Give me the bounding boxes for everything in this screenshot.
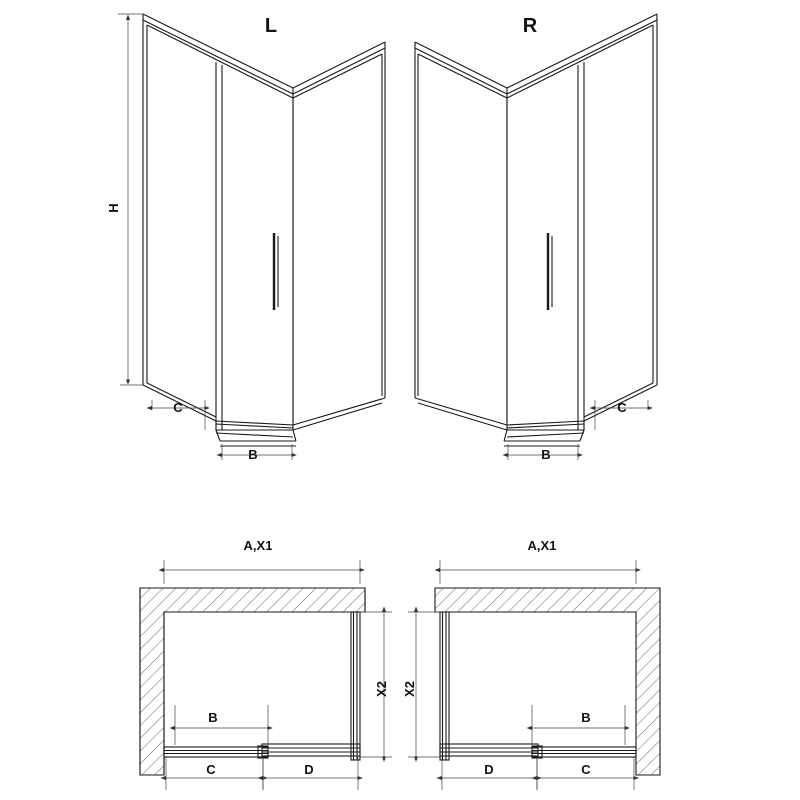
dimension-label-a-x1-plan-left: A,X1 (243, 538, 273, 553)
dimension-label-b-right-elev: B (541, 447, 551, 462)
dimension-label-c-right-elev: C (617, 400, 627, 415)
dimension-label-a-x1-plan-right: A,X1 (527, 538, 557, 553)
plan-left-view (140, 560, 392, 790)
elevation-right-view (415, 14, 657, 460)
elevation-left-view (118, 14, 385, 460)
dimension-label-b-left-elev: B (248, 447, 258, 462)
dimension-label-b-plan-right: B (581, 710, 591, 725)
dimension-label-b-plan-left: B (208, 710, 218, 725)
dimension-label-d-plan-right: D (484, 762, 494, 777)
dimension-label-d-plan-left: D (304, 762, 314, 777)
dimension-label-h: H (106, 203, 121, 213)
dimension-label-c-left-elev: C (173, 400, 183, 415)
dimension-label-c-plan-right: C (581, 762, 591, 777)
dimension-label-x2-plan-left: X2 (374, 681, 389, 697)
dimension-label-c-plan-left: C (206, 762, 216, 777)
view-title-right: R (522, 15, 538, 37)
plan-right-view (408, 560, 660, 790)
dimension-label-x2-plan-right: X2 (402, 681, 417, 697)
view-title-left: L (264, 15, 278, 37)
